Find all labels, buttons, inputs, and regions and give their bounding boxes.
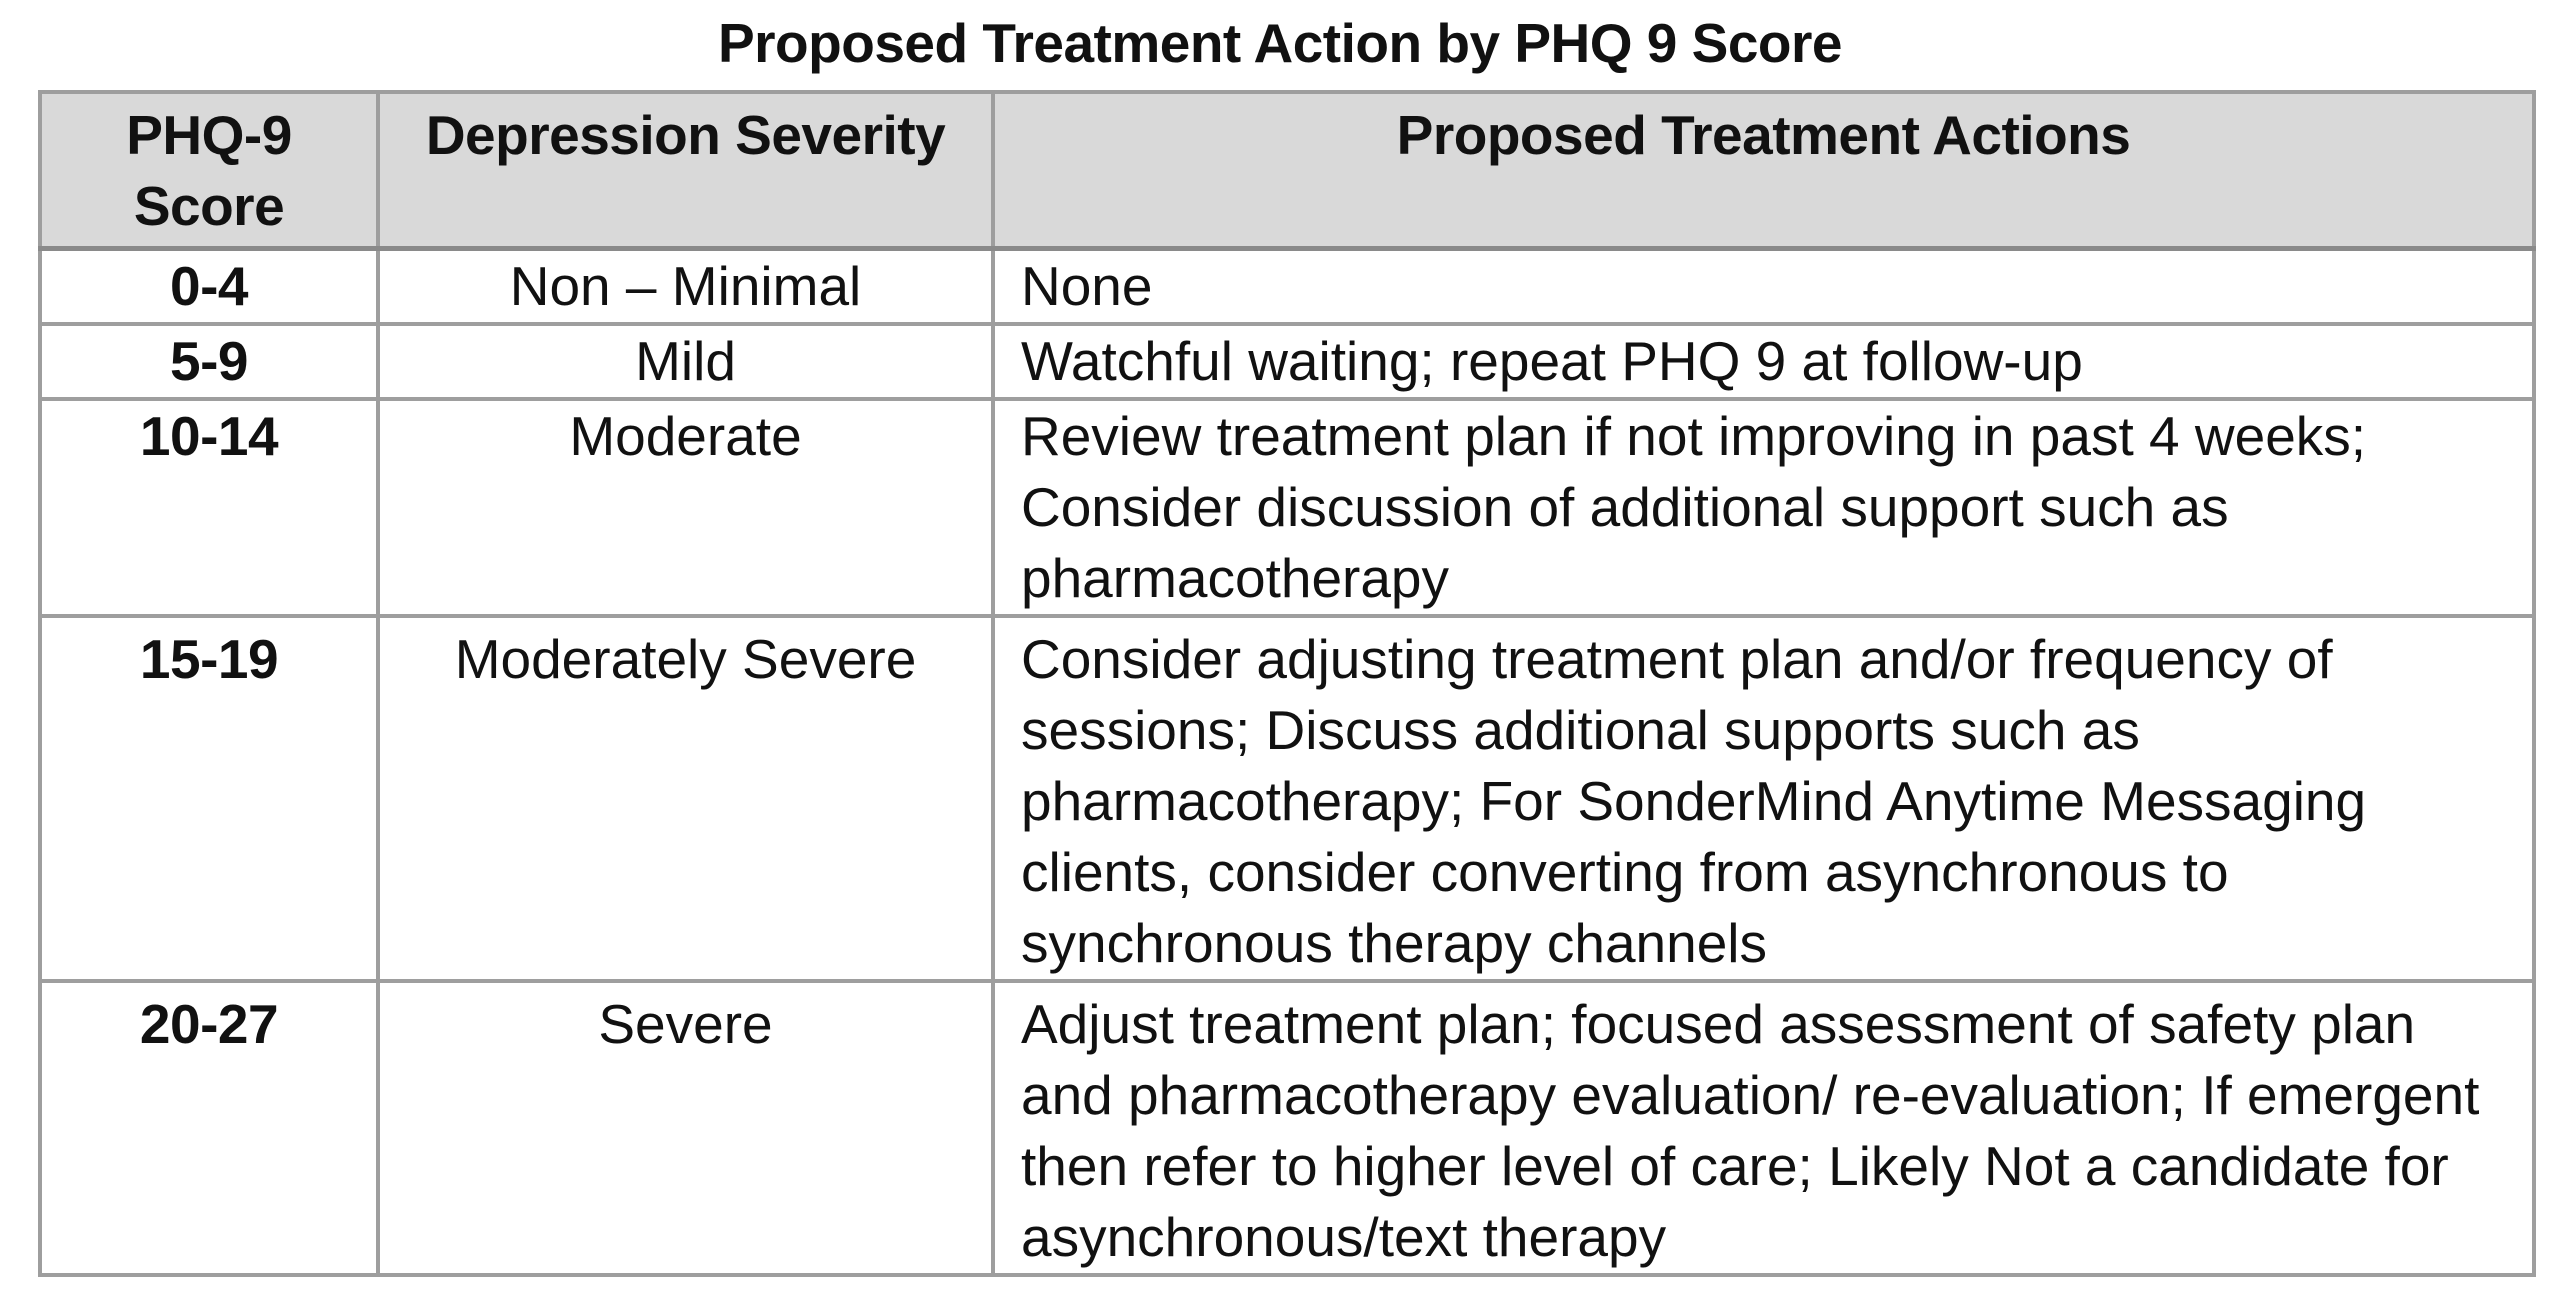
score-cell: 5-9: [40, 324, 378, 399]
action-cell: Adjust treatment plan; focused assessment of safety plan and pharmacotherapy evaluation/ re-evaluation; If emergent then refer to higher level of care; Likely Not a candidate for asynchronous/text therapy: [993, 981, 2534, 1275]
severity-cell: Mild: [378, 324, 993, 399]
action-cell: Watchful waiting; repeat PHQ 9 at follow-up: [993, 324, 2534, 399]
action-cell: Consider adjusting treatment plan and/or frequency of sessions; Discuss additional supports such as pharmacotherapy; For SonderMind Anytime Messaging clients, consider converting from asynchronous to synchronous therapy channels: [993, 616, 2534, 981]
severity-cell: Non – Minimal: [378, 249, 993, 325]
table-row: [40, 616, 2534, 981]
table-header: [40, 92, 2534, 249]
header-phq9-score: PHQ-9 Score: [40, 92, 378, 249]
table-row: [40, 249, 2534, 325]
score-cell: 15-19: [40, 616, 378, 981]
table-row: [40, 981, 2534, 1275]
score-cell: 0-4: [40, 249, 378, 325]
header-proposed-treatment-actions: Proposed Treatment Actions: [993, 92, 2534, 249]
severity-cell: Moderate: [378, 399, 993, 616]
score-cell: 10-14: [40, 399, 378, 616]
header-depression-severity: Depression Severity: [378, 92, 993, 249]
score-cell: 20-27: [40, 981, 378, 1275]
table-row: [40, 324, 2534, 399]
table-row: [40, 399, 2534, 616]
severity-cell: Severe: [378, 981, 993, 1275]
severity-cell: Moderately Severe: [378, 616, 993, 981]
table-body: [40, 249, 2534, 1276]
action-cell: Review treatment plan if not improving in past 4 weeks; Consider discussion of additional support such as pharmacotherapy: [993, 399, 2534, 616]
action-cell: None: [993, 249, 2534, 325]
header-row: [40, 92, 2534, 249]
table-title: Proposed Treatment Action by PHQ 9 Score: [717, 12, 1843, 74]
phq9-treatment-table: [38, 90, 2536, 1277]
